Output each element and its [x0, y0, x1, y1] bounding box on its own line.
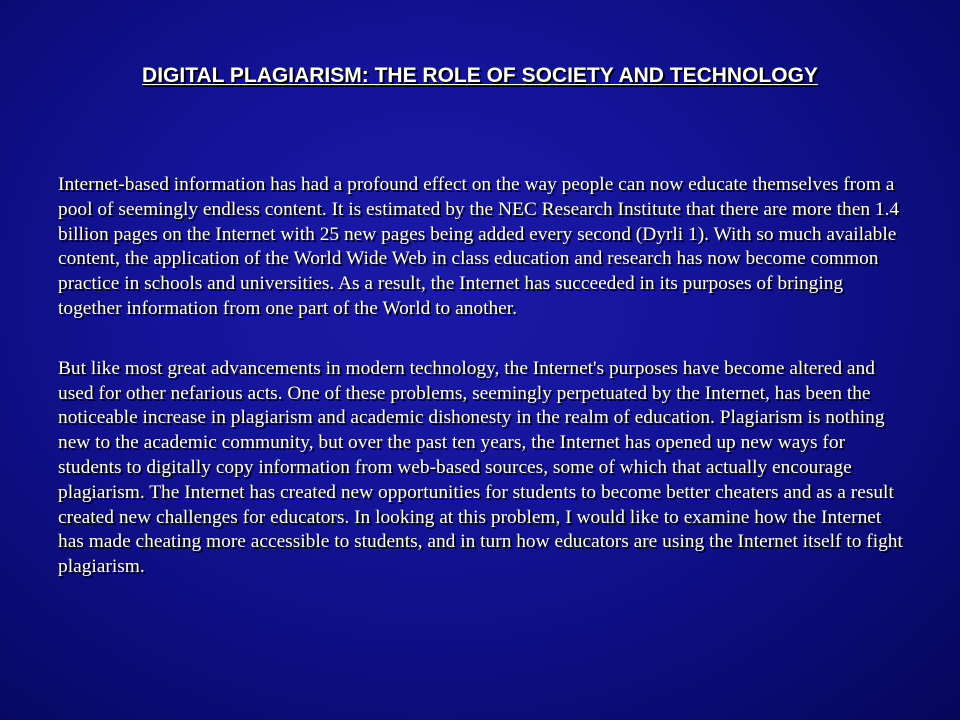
body-paragraph-1: Internet-based information has had a profound effect on the way people can now educate themselves from a pool of seemingly endless content. It is estimated by the NEC Research Institute that there are more then 1.4 billion pages on the Internet with 25 new pages being added every second (Dyrli 1). With so much available content, the application of the World Wide Web in class education and research has now become common practice in schools and universities. As a result, the Internet has succeeded in its purposes of bringing together information from one part of the World to another. [58, 174, 900, 319]
slide-body [58, 173, 908, 580]
body-paragraph-2: But like most great advancements in modern technology, the Internet's purposes have become altered and used for other nefarious acts. One of these problems, seemingly perpetuated by the Internet, has been the noticeable increase in plagiarism and academic dishonesty in the realm of education. Plagiarism is nothing new to the academic community, but over the past ten years, the Internet has opened up new ways for students to digitally copy information from web-based sources, some of which that actually encourage plagiarism. The Internet has created new opportunities for students to become better cheaters and as a result created new challenges for educators. In looking at this problem, I would like to examine how the Internet has made cheating more accessible to students, and in turn how educators are using the Internet itself to fight plagiarism. [58, 357, 903, 578]
slide-title: DIGITAL PLAGIARISM: THE ROLE OF SOCIETY AND TECHNOLOGY [142, 64, 818, 87]
